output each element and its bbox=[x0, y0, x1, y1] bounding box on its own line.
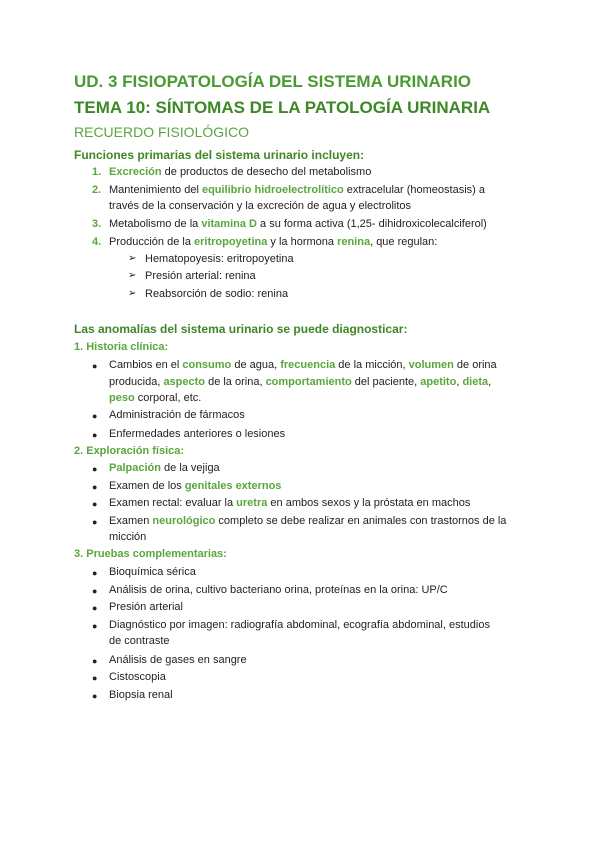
history-item-3: Enfermedades anteriores o lesiones bbox=[109, 428, 286, 440]
list-number: 2. bbox=[92, 184, 102, 196]
function-item-4: Producción de la eritropoyetina y la hormona renina, que regulan: bbox=[109, 236, 438, 248]
bullet-icon: ● bbox=[92, 482, 98, 492]
bullet-icon: ● bbox=[92, 673, 98, 683]
history-item-2: Administración de fármacos bbox=[109, 409, 245, 421]
arrow-bullet-icon: ➢ bbox=[128, 253, 137, 264]
unit-title: UD. 3 FISIOPATOLOGÍA DEL SISTEMA URINARIO bbox=[74, 72, 472, 91]
bullet-icon: ● bbox=[92, 691, 98, 701]
function-item-3: Metabolismo de la vitamina D a su forma activa (1,25- dihidroxicolecalciferol) bbox=[109, 218, 487, 230]
arrow-bullet-icon: ➢ bbox=[128, 270, 137, 281]
exam-item-1: Palpación de la vejiga bbox=[109, 462, 220, 474]
test-item-2: Análisis de orina, cultivo bacteriano orina, proteínas en la orina: UP/C bbox=[109, 584, 448, 596]
bullet-icon: ● bbox=[92, 586, 98, 596]
exam-item-2: Examen de los genitales externos bbox=[109, 480, 282, 492]
exam-heading: 2. Exploración física: bbox=[74, 445, 185, 457]
bullet-icon: ● bbox=[92, 361, 98, 371]
tests-heading: 3. Pruebas complementarias: bbox=[74, 548, 227, 560]
bullet-icon: ● bbox=[92, 430, 98, 440]
bullet-icon: ● bbox=[92, 568, 98, 578]
list-number: 4. bbox=[92, 236, 102, 248]
history-item-1-cont: producida, aspecto de la orina, comportamiento del paciente, apetito, dieta, bbox=[109, 376, 492, 388]
theme-title: TEMA 10: SÍNTOMAS DE LA PATOLOGÍA URINARIA bbox=[74, 98, 491, 117]
exam-item-4-cont: micción bbox=[109, 531, 147, 543]
diagnosis-heading: Las anomalías del sistema urinario se puede diagnosticar: bbox=[74, 322, 408, 336]
section-heading-recap: RECUERDO FISIOLÓGICO bbox=[74, 124, 250, 140]
exam-item-4: Examen neurológico completo se debe realizar en animales con trastornos de la bbox=[109, 515, 507, 527]
subitem-hematopoyesis: Hematopoyesis: eritropoyetina bbox=[145, 253, 294, 265]
bullet-icon: ● bbox=[92, 603, 98, 613]
list-number: 1. bbox=[92, 166, 102, 178]
exam-item-3: Examen rectal: evaluar la uretra en ambos sexos y la próstata en machos bbox=[109, 497, 471, 509]
test-item-7: Biopsia renal bbox=[109, 689, 173, 701]
test-item-1: Bioquímica sérica bbox=[109, 566, 196, 578]
functions-heading: Funciones primarias del sistema urinario incluyen: bbox=[74, 148, 365, 162]
bullet-icon: ● bbox=[92, 411, 98, 421]
bullet-icon: ● bbox=[92, 499, 98, 509]
test-item-3: Presión arterial bbox=[109, 601, 183, 613]
list-number: 3. bbox=[92, 218, 102, 230]
function-item-2: Mantenimiento del equilibrio hidroelectrolítico extracelular (homeostasis) a bbox=[109, 184, 485, 196]
function-item-2-cont: través de la conservación y la excreción de agua y electrolitos bbox=[109, 200, 412, 212]
history-heading: 1. Historia clínica: bbox=[74, 341, 169, 353]
subitem-presion: Presión arterial: renina bbox=[145, 270, 256, 282]
bullet-icon: ● bbox=[92, 464, 98, 474]
bullet-icon: ● bbox=[92, 656, 98, 666]
history-item-1-cont2: peso corporal, etc. bbox=[109, 392, 202, 404]
arrow-bullet-icon: ➢ bbox=[128, 288, 137, 299]
bullet-icon: ● bbox=[92, 517, 98, 527]
test-item-4-cont: de contraste bbox=[109, 635, 170, 647]
subitem-reabsorcion: Reabsorción de sodio: renina bbox=[145, 288, 289, 300]
test-item-5: Análisis de gases en sangre bbox=[109, 654, 247, 666]
test-item-4: Diagnóstico por imagen: radiografía abdominal, ecografía abdominal, estudios bbox=[109, 619, 490, 631]
function-item-1: Excreción de productos de desecho del metabolismo bbox=[109, 166, 372, 178]
history-item-1: Cambios en el consumo de agua, frecuencia de la micción, volumen de orina bbox=[109, 359, 497, 371]
test-item-6: Cistoscopia bbox=[109, 671, 166, 683]
bullet-icon: ● bbox=[92, 621, 98, 631]
